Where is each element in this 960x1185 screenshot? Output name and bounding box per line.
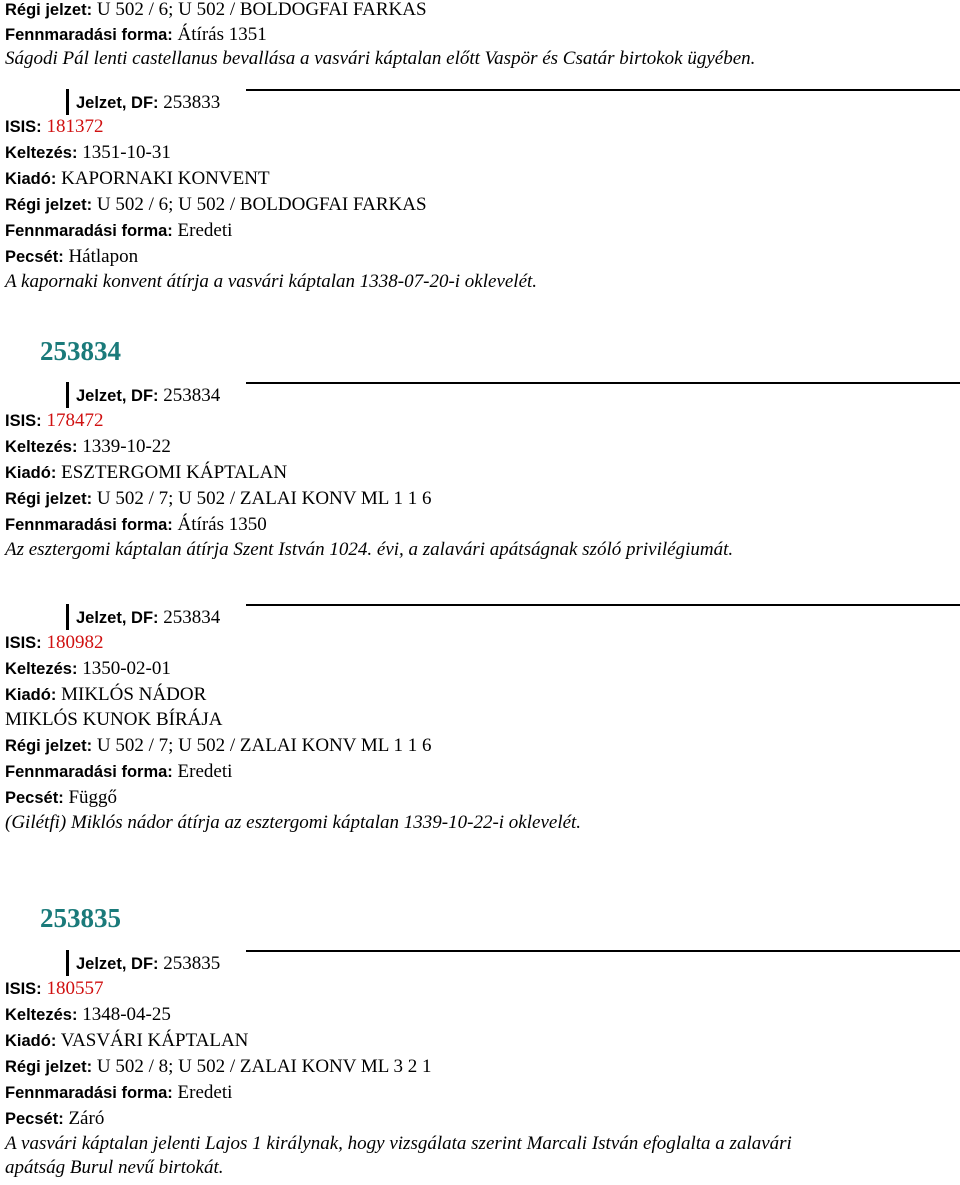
- record-description: Az esztergomi káptalan átírja Szent István 1024. évi, a zalavári apátságnak szóló privilégiumát.: [5, 539, 734, 560]
- keltezes-row: [5, 142, 956, 164]
- field-label: Régi jelzet:: [5, 1, 93, 19]
- header-bar: [66, 604, 69, 630]
- record-description: A vasvári káptalan jelenti Lajos 1 királynak, hogy vizsgálata szerint Marcali István efoglalta a zalavári: [5, 1133, 792, 1154]
- field-value: U 502 / 6; U 502 / BOLDOGFAI FARKAS: [96, 0, 427, 20]
- isis-row: [5, 410, 956, 432]
- record-description: A kapornaki konvent átírja a vasvári káptalan 1338-07-20-i oklevelét.: [5, 271, 538, 292]
- field-value: 1339-10-22: [82, 436, 171, 457]
- field-value: 1350-02-01: [82, 658, 171, 679]
- isis-value: 181372: [46, 116, 104, 137]
- header-bar: [66, 89, 69, 115]
- keltezes-row: [5, 658, 956, 680]
- header-bar: [66, 382, 69, 408]
- field-value: ESZTERGOMI KÁPTALAN: [61, 462, 288, 483]
- field-label: Fennmaradási forma:: [5, 1084, 173, 1102]
- field-label: Kiadó:: [5, 170, 57, 188]
- field-label: Fennmaradási forma:: [5, 516, 173, 534]
- field-label: Pecsét:: [5, 1110, 64, 1128]
- record-header: [66, 89, 960, 115]
- field-label: ISIS:: [5, 118, 42, 136]
- field-value: U 502 / 8; U 502 / ZALAI KONV ML 3 2 1: [96, 1056, 432, 1077]
- field-label: Fennmaradási forma:: [5, 26, 173, 44]
- field-value: Záró: [68, 1108, 105, 1129]
- field-value: Hátlapon: [68, 246, 139, 267]
- field-label: Kiadó:: [5, 1032, 57, 1050]
- kiado-row: [5, 1030, 956, 1052]
- header-rule: [246, 950, 960, 952]
- field-label: Régi jelzet:: [5, 737, 93, 755]
- record-description-continuation: apátság Burul nevű birtokát.: [5, 1157, 224, 1178]
- field-label: ISIS:: [5, 634, 42, 652]
- regi-jelzet-row: [5, 194, 956, 216]
- kiado-continuation: [5, 709, 956, 731]
- regi-jelzet-row: [5, 488, 956, 510]
- kiado-row: [5, 168, 956, 190]
- field-value: 1351-10-31: [82, 142, 171, 163]
- jelzet-text: [76, 607, 220, 629]
- section-heading: 253834: [40, 336, 121, 366]
- keltezes-row: [5, 436, 956, 458]
- keltezes-row: [5, 1004, 956, 1026]
- kiado-row: [5, 684, 956, 706]
- field-label: Keltezés:: [5, 144, 78, 162]
- field-value: Átírás 1350: [177, 514, 267, 535]
- pecset-row: [5, 246, 956, 268]
- pecset-row: [5, 787, 956, 809]
- field-label: Régi jelzet:: [5, 490, 93, 508]
- field-label: Régi jelzet:: [5, 196, 93, 214]
- field-label: Jelzet, DF:: [76, 387, 159, 405]
- field-label: Kiadó:: [5, 686, 57, 704]
- regi-jelzet-row: [5, 735, 956, 757]
- fennmaradasi-row: [5, 761, 956, 783]
- field-label: Fennmaradási forma:: [5, 222, 173, 240]
- jelzet-text: [76, 92, 220, 114]
- fennmaradasi-row: [5, 1082, 956, 1104]
- isis-value: 180982: [46, 632, 104, 653]
- top-description: Ságodi Pál lenti castellanus bevallása a vasvári káptalan előtt Vaspör és Csatár birtokok ügyében.: [5, 48, 756, 69]
- fennmaradasi-row: [5, 514, 956, 536]
- record-header: [66, 382, 960, 408]
- field-value: VASVÁRI KÁPTALAN: [60, 1030, 249, 1051]
- fennmaradasi-row: [5, 220, 956, 242]
- field-value: 253835: [163, 953, 221, 974]
- record-description: (Gilétfi) Miklós nádor átírja az esztergomi káptalan 1339-10-22-i oklevelét.: [5, 812, 582, 833]
- field-label: Jelzet, DF:: [76, 94, 159, 112]
- field-value: MIKLÓS NÁDOR: [61, 684, 207, 705]
- field-label: Fennmaradási forma:: [5, 763, 173, 781]
- isis-value: 178472: [46, 410, 104, 431]
- record-header: [66, 950, 960, 976]
- field-value: 253834: [163, 385, 221, 406]
- header-rule: [246, 604, 960, 606]
- field-label: ISIS:: [5, 412, 42, 430]
- header-bar: [66, 950, 69, 976]
- field-value: 253833: [163, 92, 221, 113]
- field-value: Eredeti: [177, 761, 233, 782]
- field-value: MIKLÓS KUNOK BÍRÁJA: [5, 709, 223, 730]
- isis-row: [5, 978, 956, 1000]
- field-label: Keltezés:: [5, 660, 78, 678]
- record-header: [66, 604, 960, 630]
- field-label: Keltezés:: [5, 1006, 78, 1024]
- field-value: Eredeti: [177, 1082, 233, 1103]
- isis-value: 180557: [46, 978, 104, 999]
- field-value: 253834: [163, 607, 221, 628]
- field-value: Átírás 1351: [177, 24, 267, 45]
- field-value: Eredeti: [177, 220, 233, 241]
- header-rule: [246, 382, 960, 384]
- field-label: ISIS:: [5, 980, 42, 998]
- field-value: Függő: [68, 787, 118, 808]
- field-value: 1348-04-25: [82, 1004, 171, 1025]
- field-label: Jelzet, DF:: [76, 955, 159, 973]
- pecset-row: [5, 1108, 956, 1130]
- field-label: Pecsét:: [5, 248, 64, 266]
- top-regi-jelzet-row: [5, 0, 956, 21]
- section-heading: 253835: [40, 903, 121, 933]
- field-value: KAPORNAKI KONVENT: [61, 168, 270, 189]
- field-label: Régi jelzet:: [5, 1058, 93, 1076]
- field-label: Keltezés:: [5, 438, 78, 456]
- jelzet-text: [76, 953, 220, 975]
- field-label: Jelzet, DF:: [76, 609, 159, 627]
- field-value: U 502 / 7; U 502 / ZALAI KONV ML 1 1 6: [96, 735, 432, 756]
- isis-row: [5, 116, 956, 138]
- field-label: Pecsét:: [5, 789, 64, 807]
- field-value: U 502 / 7; U 502 / ZALAI KONV ML 1 1 6: [96, 488, 432, 509]
- field-label: Kiadó:: [5, 464, 57, 482]
- field-value: U 502 / 6; U 502 / BOLDOGFAI FARKAS: [96, 194, 427, 215]
- regi-jelzet-row: [5, 1056, 956, 1078]
- top-fennmaradasi-row: [5, 24, 956, 46]
- isis-row: [5, 632, 956, 654]
- kiado-row: [5, 462, 956, 484]
- jelzet-text: [76, 385, 220, 407]
- header-rule: [246, 89, 960, 91]
